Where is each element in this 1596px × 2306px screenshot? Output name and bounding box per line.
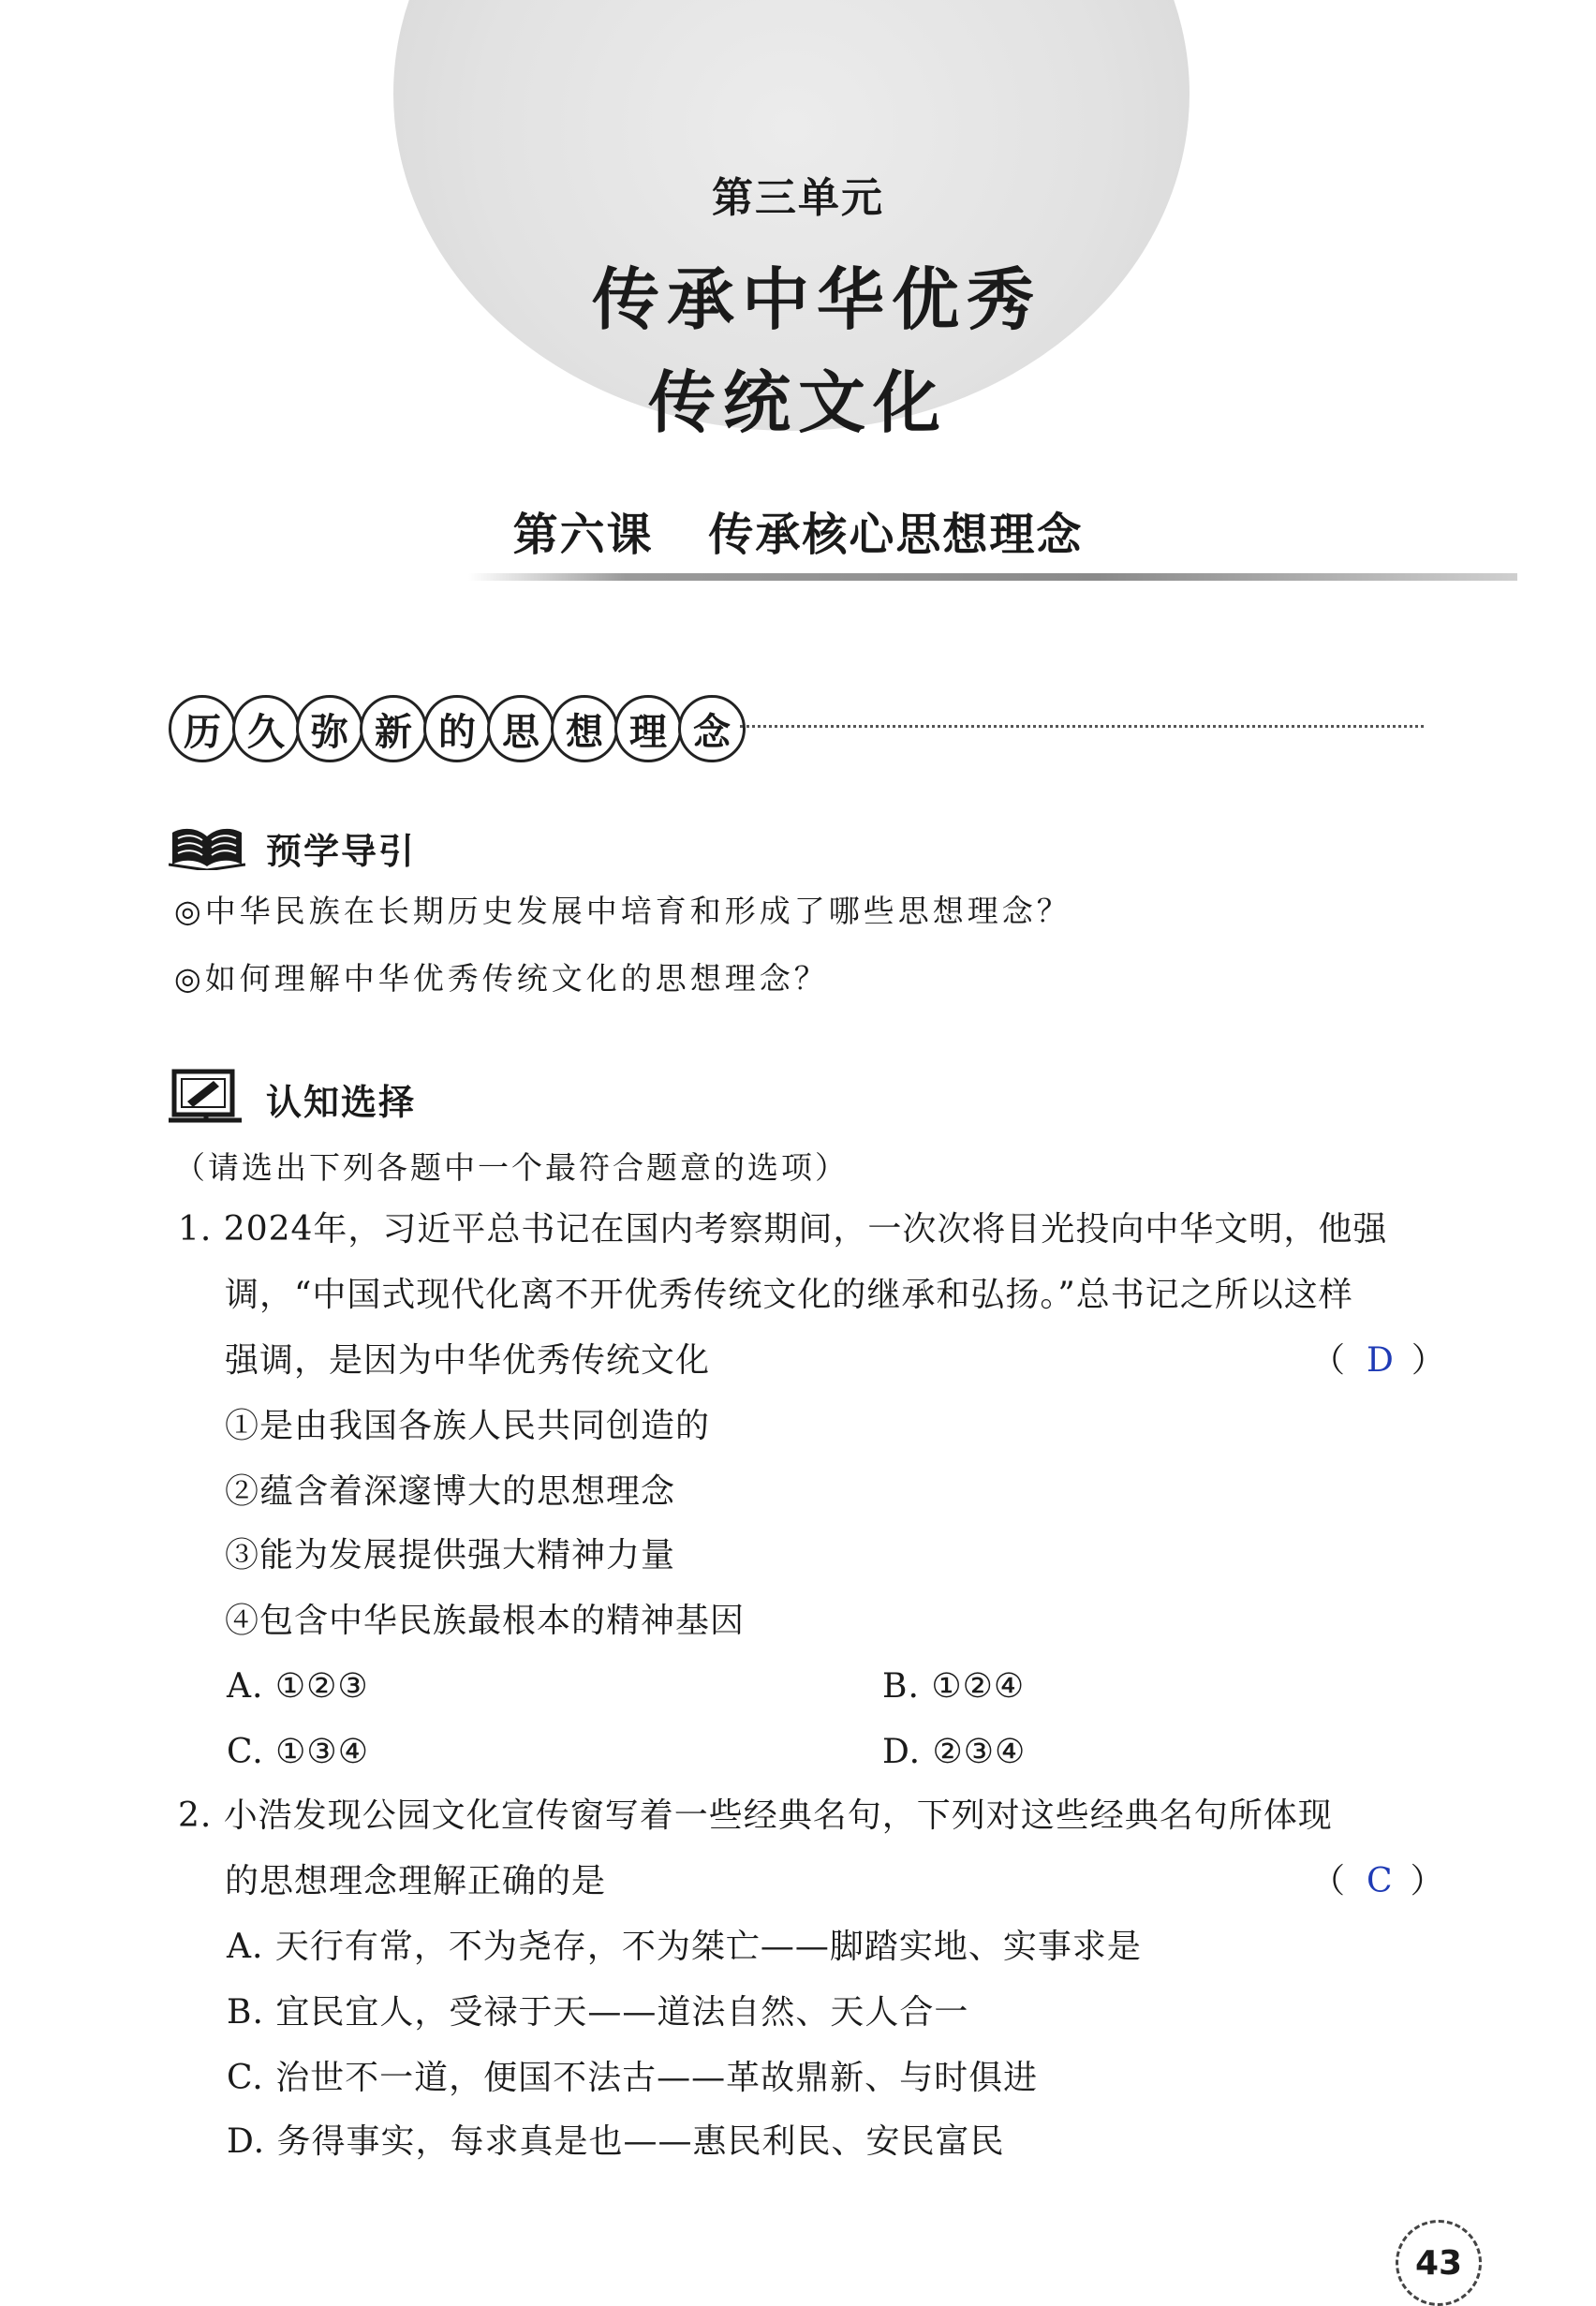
section-title-char: 久: [232, 695, 300, 762]
question-1-option-a[interactable]: A. ①②③: [227, 1667, 369, 1706]
section-title-char: 思: [487, 695, 554, 762]
question-2-option-c[interactable]: C. 治世不一道，便国不法古——革故鼎新、与时俱进: [227, 2059, 1039, 2097]
paren-right: ）: [1411, 1341, 1446, 1380]
preview-question: ◎如何理解中华优秀传统文化的思想理念？: [174, 960, 829, 997]
section-title-dotted-leader: [740, 725, 1424, 728]
question-1-option-d[interactable]: D. ②③④: [882, 1733, 1027, 1771]
question-2-option-b[interactable]: B. 宜民宜人，受禄于天——道法自然、天人合一: [227, 1993, 969, 2032]
question-2-line: 2. 小浩发现公园文化宣传窗写着一些经典名句，下列对这些经典名句所体现: [178, 1796, 1333, 1835]
question-1-option-b[interactable]: B. ①②④: [882, 1667, 1026, 1706]
preview-question: ◎中华民族在长期历史发展中培育和形成了哪些思想理念？: [174, 893, 1071, 929]
section-title-char: 念: [678, 695, 746, 762]
question-1-statement: ①是由我国各族人民共同创造的: [225, 1407, 711, 1445]
unit-label: 第三单元: [712, 174, 884, 222]
preview-heading-label: 预学导引: [266, 831, 417, 872]
preview-heading: [169, 822, 416, 874]
question-1-statement: ③能为发展提供强大精神力量: [225, 1536, 676, 1574]
unit-title-line-2: 传统文化: [647, 363, 948, 442]
section-title-char: 想: [551, 695, 618, 762]
question-1-answer: D: [1367, 1341, 1395, 1380]
page-number: 43: [1396, 2220, 1482, 2306]
section-title-char: 的: [423, 695, 491, 762]
question-1-line: 调，“中国式现代化离不开优秀传统文化的继承和弘扬。”总书记之所以这样: [225, 1276, 1353, 1314]
question-2-option-d[interactable]: D. 务得事实，每求真是也——惠民利民、安民富民: [227, 2122, 1005, 2161]
open-book-icon: [169, 823, 245, 874]
question-1-option-c[interactable]: C. ①③④: [227, 1733, 369, 1771]
cognitive-choice-heading: [169, 1068, 416, 1130]
question-1-line: 强调，是因为中华优秀传统文化: [225, 1341, 711, 1380]
paren-left: （: [1311, 1341, 1347, 1380]
question-1-line: 1. 2024年，习近平总书记在国内考察期间，一次次将目光投向中华文明，他强: [178, 1210, 1388, 1249]
question-1-answer-bracket: [1311, 1341, 1446, 1381]
question-2-option-a[interactable]: A. 天行有常，不为尧存，不为桀亡——脚踏实地、实事求是: [227, 1928, 1142, 1966]
cognitive-choice-heading-label: 认知选择: [266, 1081, 417, 1123]
question-1-statement: ②蕴含着深邃博大的思想理念: [225, 1472, 676, 1511]
section-title-char: 新: [360, 695, 427, 762]
instruction-text: （请选出下列各题中一个最符合题意的选项）: [174, 1149, 849, 1186]
section-title: [169, 695, 742, 766]
paren-left: （: [1311, 1862, 1347, 1900]
lesson-title: 第六课 传承核心思想理念: [512, 509, 1084, 561]
section-title-char: 历: [169, 695, 236, 762]
question-1-statement: ④包含中华民族最根本的精神基因: [225, 1602, 746, 1640]
monitor-pencil-icon: [169, 1068, 245, 1130]
question-2-answer-bracket: [1311, 1862, 1445, 1901]
unit-title-line-1: 传承中华优秀: [591, 260, 1042, 339]
section-title-char: 弥: [296, 695, 363, 762]
question-2-line: 的思想理念理解正确的是: [225, 1862, 607, 1900]
question-2-answer: C: [1367, 1862, 1394, 1900]
lesson-title-underline: [468, 573, 1517, 581]
paren-right: ）: [1410, 1862, 1445, 1900]
section-title-char: 理: [614, 695, 682, 762]
